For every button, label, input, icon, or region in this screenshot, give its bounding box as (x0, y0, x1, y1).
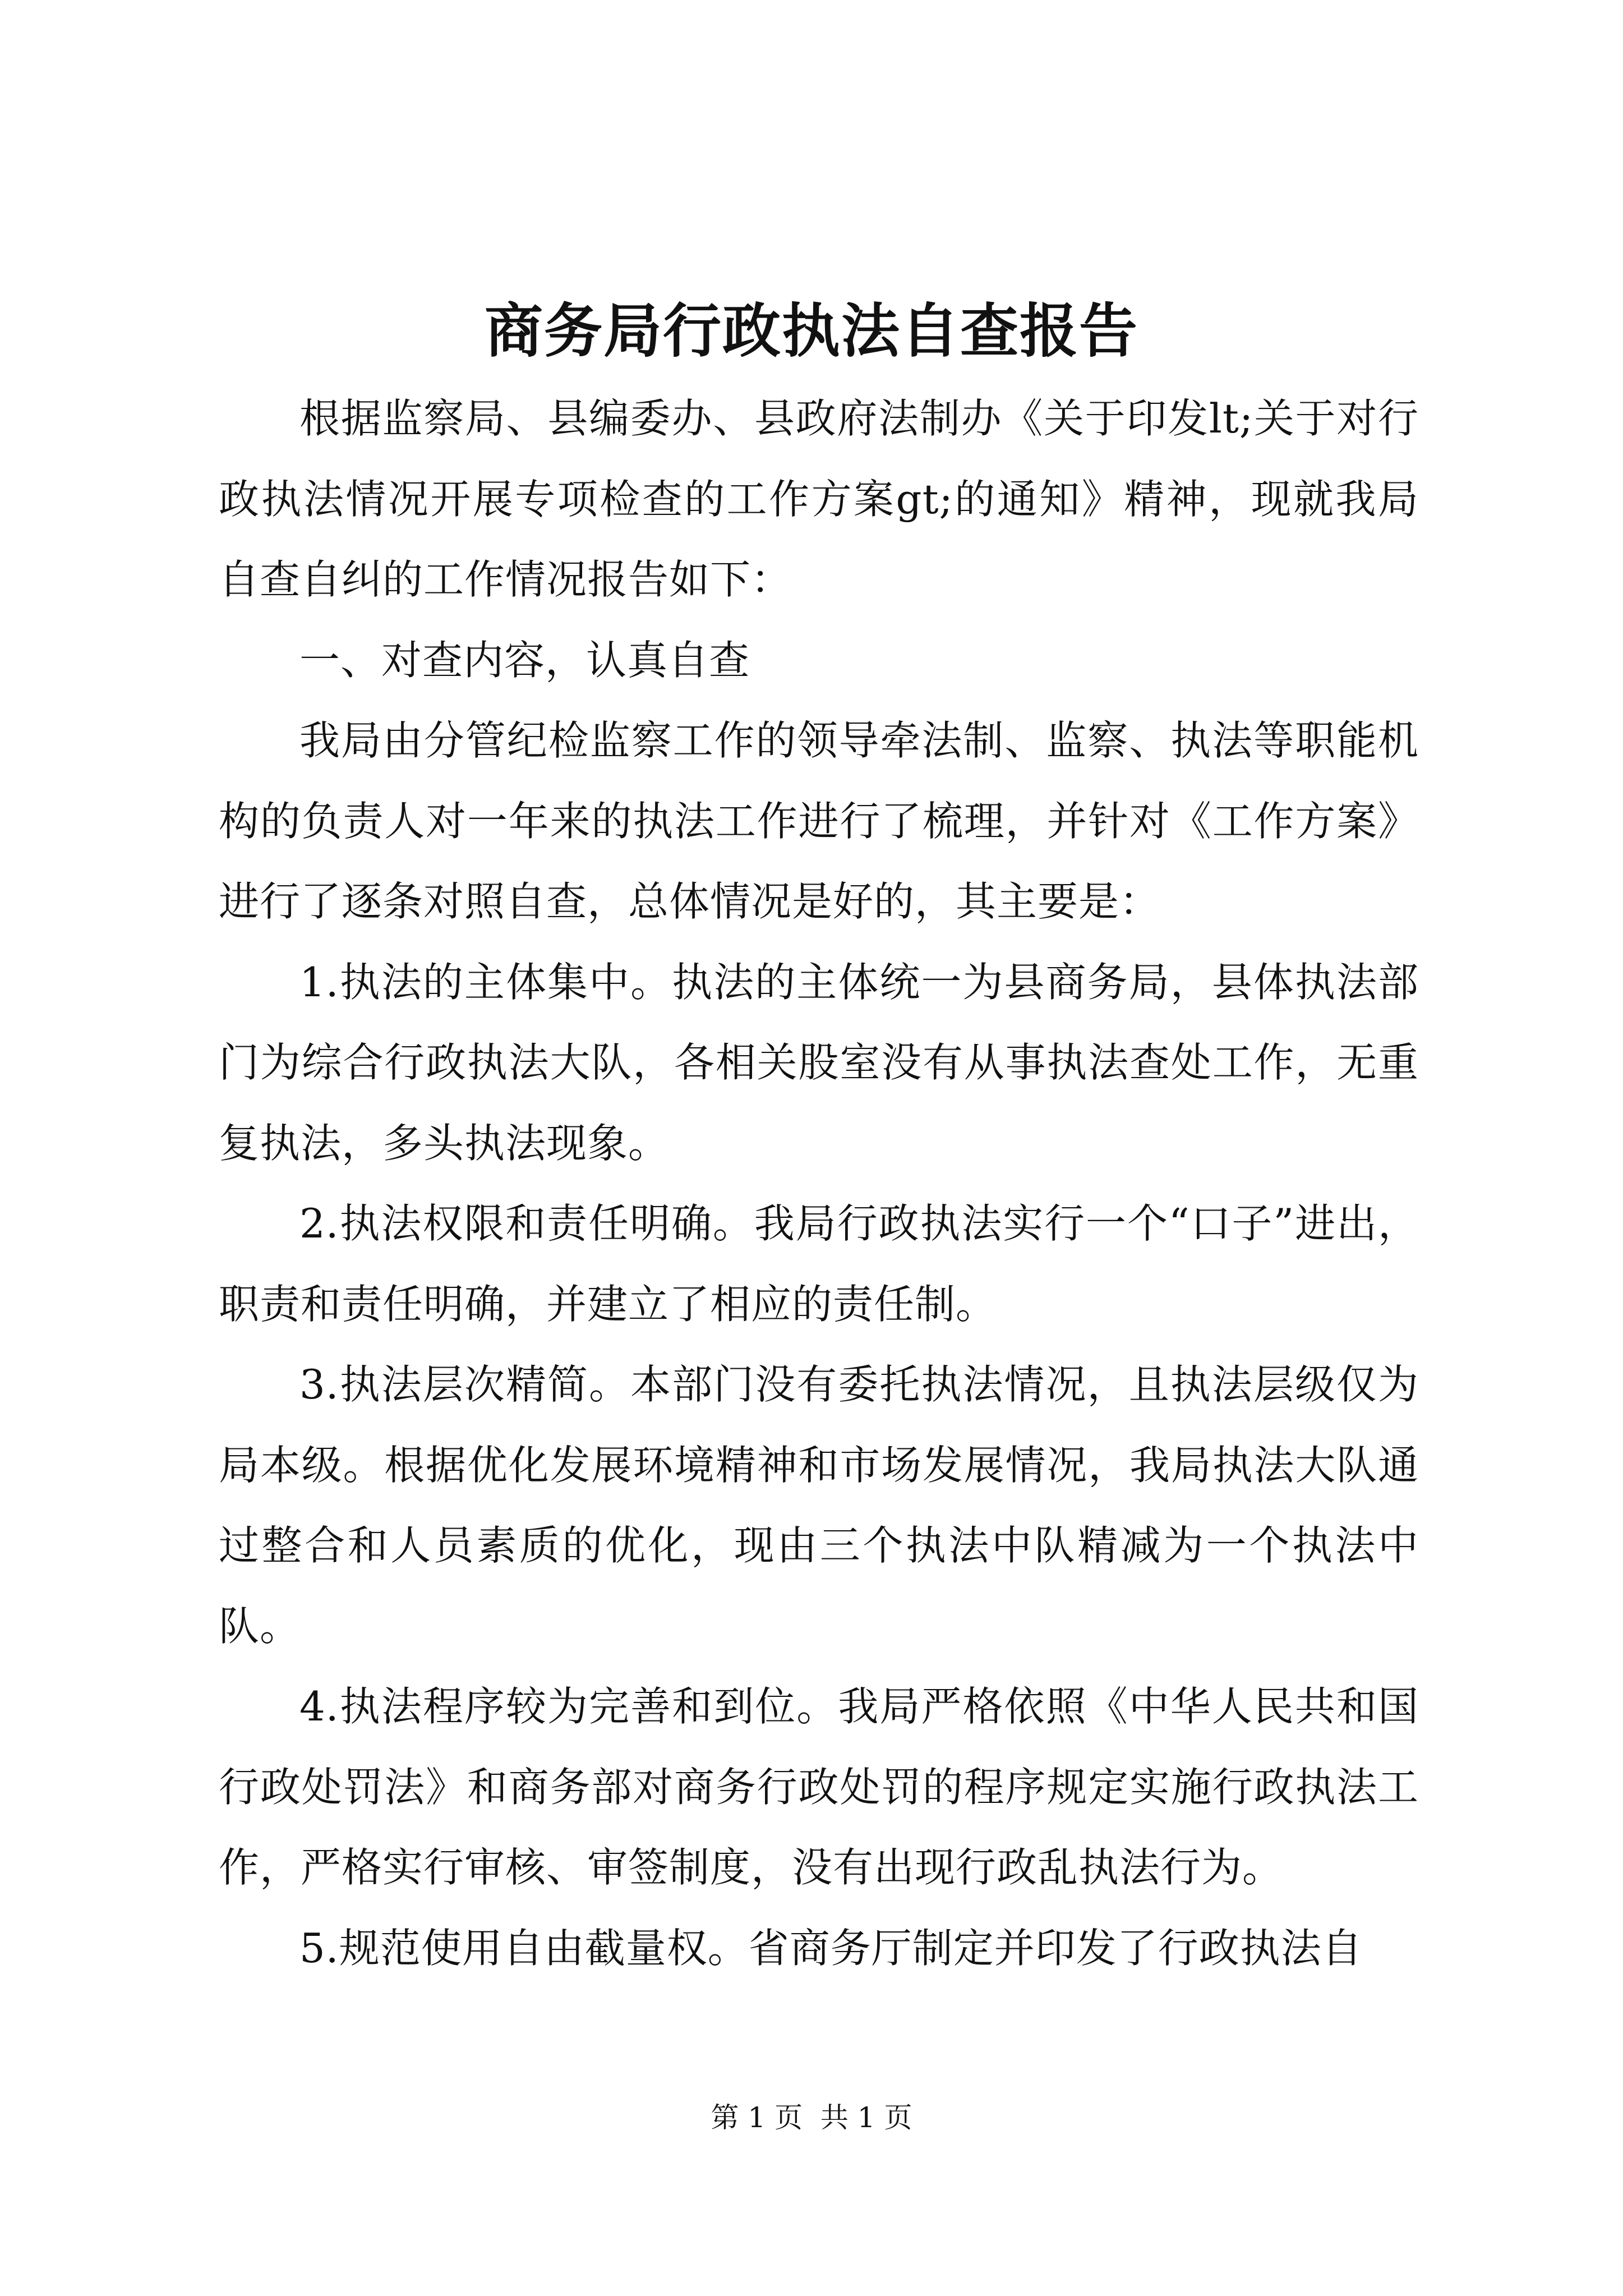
paragraph-item-5: 5.规范使用自由截量权。省商务厅制定并印发了行政执法自 (299, 1924, 1363, 1972)
paragraph-item-2: 2.执法权限和责任明确。我局行政执法实行一个“口子”进出，职责和责任明确，并建立了相应的责任制。 (219, 1200, 1419, 1328)
page-footer (0, 2095, 1623, 2140)
paragraph-item-1: 1.执法的主体集中。执法的主体统一为县商务局，县体执法部门为综合行政执法大队，各相关股室没有从事执法查处工作，无重复执法，多头执法现象。 (219, 958, 1419, 1167)
paragraph-summary: 我局由分管纪检监察工作的领导牵法制、监察、执法等职能机构的负责人对一年来的执法工作进行了梳理，并针对《工作方案》进行了逐条对照自查，总体情况是好的，其主要是： (219, 717, 1419, 925)
paragraph-intro: 根据监察局、县编委办、县政府法制办《关于印发lt;关于对行政执法情况开展专项检查的工作方案gt;的通知》精神，现就我局自查自纠的工作情况报告如下： (219, 395, 1419, 603)
section-heading-1: 一、对查内容，认真自查 (299, 636, 750, 684)
document-body (219, 379, 1419, 1989)
page-number-label: 第 1 页 共 1 页 (711, 2101, 912, 2134)
paragraph-item-3: 3.执法层次精简。本部门没有委托执法情况，且执法层级仅为局本级。根据优化发展环境精神和市场发展情况，我局执法大队通过整合和人员素质的优化，现由三个执法中队精减为一个执法中队。 (219, 1361, 1419, 1650)
document-title: 商务局行政执法自查报告 (484, 296, 1138, 365)
paragraph-item-4: 4.执法程序较为完善和到位。我局严格依照《中华人民共和国行政处罚法》和商务部对商务行政处罚的程序规定实施行政执法工作，严格实行审核、审签制度，没有出现行政乱执法行为。 (219, 1683, 1419, 1891)
